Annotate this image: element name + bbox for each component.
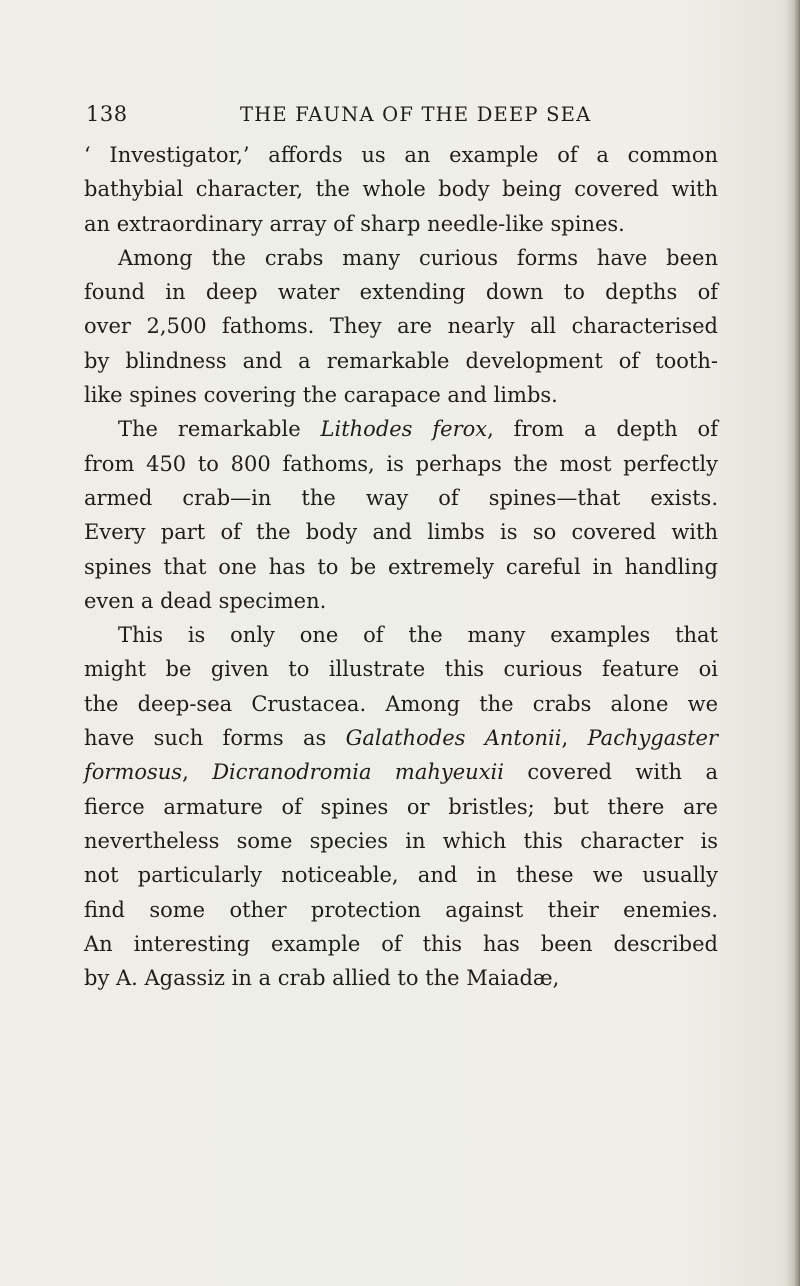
- text-segment: spines that one has to be extremely careful in handling: [84, 554, 718, 579]
- text-line: [84, 344, 718, 378]
- italic-text-segment: Lithodes ferox: [320, 417, 488, 442]
- italic-text-segment: formosus: [84, 760, 183, 785]
- text-segment: have such forms as: [84, 726, 346, 751]
- text-line: [84, 550, 718, 584]
- text-line: [84, 378, 718, 412]
- text-segment: ‘ Investigator,’ affords us an example of a common: [84, 143, 718, 167]
- text-segment: Every part of the body and limbs is so covered with: [84, 520, 718, 545]
- text-segment: bathybial character, the whole body being covered with: [84, 177, 718, 202]
- text-line: [84, 241, 718, 275]
- text-segment: An interesting example of this has been described: [84, 931, 718, 956]
- running-header: [0, 102, 800, 132]
- text-segment: not particularly noticeable, and in these we usually: [84, 863, 718, 888]
- text-segment: , from a depth of: [487, 417, 718, 442]
- text-line: [84, 721, 718, 755]
- text-segment: by blindness and a remarkable development of tooth-: [84, 348, 718, 373]
- text-line: [84, 447, 718, 481]
- text-line: [84, 515, 718, 549]
- text-segment: might be given to illustrate this curious feature oi: [84, 657, 718, 682]
- italic-text-segment: Galathodes Antonii: [345, 726, 562, 751]
- text-segment: nevertheless some species in which this character is: [84, 828, 718, 853]
- text-segment: Among the crabs many curious forms have been: [118, 245, 718, 270]
- text-line: [84, 412, 718, 446]
- text-line: [84, 172, 718, 206]
- text-line: [84, 687, 718, 721]
- page-edge-shadow: [786, 0, 800, 1286]
- text-line: [84, 275, 718, 309]
- text-line: [84, 893, 718, 927]
- text-line: [84, 824, 718, 858]
- text-segment: by A. Agassiz in a crab allied to the Maiadæ,: [84, 966, 560, 991]
- text-segment: fierce armature of spines or bristles; but there are: [84, 794, 718, 819]
- page-number: 138: [86, 102, 128, 126]
- text-line: [84, 927, 718, 961]
- text-line: [84, 138, 718, 172]
- text-segment: The remarkable: [118, 417, 321, 442]
- text-line: [84, 207, 718, 241]
- italic-text-segment: Pachygaster: [587, 726, 718, 751]
- text-line: [84, 481, 718, 515]
- text-segment: ,: [561, 726, 588, 751]
- text-segment: find some other protection against their enemies.: [84, 897, 718, 922]
- text-segment: the deep-sea Crustacea. Among the crabs alone we: [84, 691, 718, 716]
- text-line: [84, 858, 718, 892]
- text-segment: over 2,500 fathoms. They are nearly all characterised: [84, 314, 718, 339]
- text-segment: an extraordinary array of sharp needle-like spines.: [84, 211, 625, 236]
- text-line: [84, 309, 718, 343]
- italic-text-segment: Dicranodromia mahyeuxii: [212, 760, 504, 785]
- text-segment: ,: [182, 760, 213, 785]
- text-segment: from 450 to 800 fathoms, is perhaps the most perfectly: [84, 451, 718, 476]
- text-segment: like spines covering the carapace and limbs.: [84, 383, 558, 408]
- text-line: [84, 652, 718, 686]
- text-segment: even a dead specimen.: [84, 588, 327, 613]
- text-segment: covered with a: [503, 760, 718, 785]
- text-line: [84, 584, 718, 618]
- text-line: [84, 961, 718, 995]
- body-text: [84, 138, 718, 995]
- text-line: [84, 790, 718, 824]
- text-line: [84, 755, 718, 789]
- text-segment: This is only one of the many examples that: [118, 623, 718, 648]
- running-title: THE FAUNA OF THE DEEP SEA: [240, 103, 592, 126]
- text-line: [84, 618, 718, 652]
- text-segment: found in deep water extending down to depths of: [84, 280, 718, 305]
- text-segment: armed crab—in the way of spines—that exists.: [84, 485, 718, 510]
